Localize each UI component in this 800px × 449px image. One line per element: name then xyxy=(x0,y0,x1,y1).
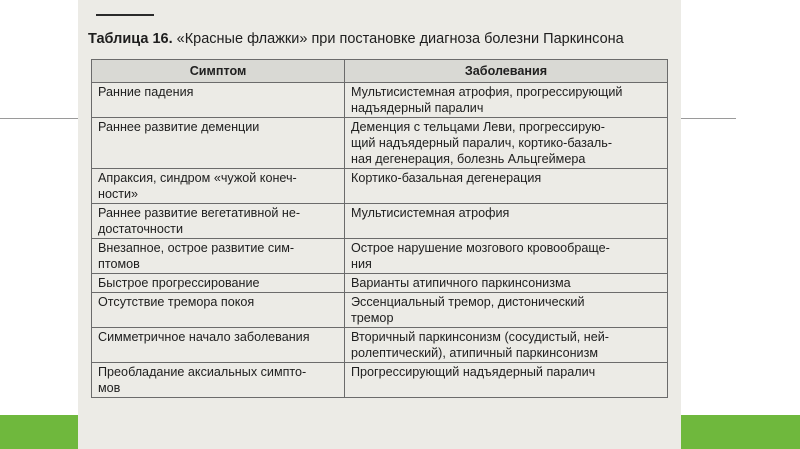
table-caption xyxy=(88,31,678,47)
table-row xyxy=(92,328,668,363)
symptom-cell xyxy=(92,328,345,363)
green-bar-right xyxy=(681,415,800,449)
disease-cell xyxy=(345,169,668,204)
symptom-cell xyxy=(92,239,345,274)
table-row xyxy=(92,83,668,118)
symptom-cell xyxy=(92,169,345,204)
green-bar-left xyxy=(0,415,78,449)
symptom-text: Отсутствие тремора покоя xyxy=(98,295,255,309)
symptom-cell xyxy=(92,204,345,239)
disease-cell xyxy=(345,83,668,118)
table-row xyxy=(92,293,668,328)
disease-cell xyxy=(345,274,668,293)
symptom-cell xyxy=(92,363,345,398)
disease-cell xyxy=(345,363,668,398)
disease-text: Мультисистемная атрофия xyxy=(351,206,510,220)
symptom-cell xyxy=(92,118,345,169)
table-row xyxy=(92,169,668,204)
disease-cell xyxy=(345,328,668,363)
disease-text: Прогрессирующий надъядерный паралич xyxy=(351,365,596,379)
symptom-text: Внезапное, острое развитие сим- птомов xyxy=(98,241,295,271)
table-number: Таблица 16. xyxy=(88,31,173,47)
disease-text: Варианты атипичного паркинсонизма xyxy=(351,276,571,290)
disease-text: Кортико-базальная дегенерация xyxy=(351,171,542,185)
disease-text: Острое нарушение мозгового кровообраще- ния xyxy=(351,241,610,271)
disease-text: Деменция с тельцами Леви, прогрессирую- щий надъядерный паралич, кортико-базаль- ная дегенерация, болезнь Альцгеймера xyxy=(351,120,613,166)
symptom-text: Раннее развитие вегетативной не- достаточности xyxy=(98,206,301,236)
disease-text: Вторичный паркинсонизм (сосудистый, ней- ролептический), атипичный паркинсонизм xyxy=(351,330,609,360)
symptom-text: Быстрое прогрессирование xyxy=(98,276,260,290)
scanned-page xyxy=(78,0,681,449)
decorative-rule xyxy=(96,14,154,16)
table-row xyxy=(92,118,668,169)
disease-cell xyxy=(345,204,668,239)
symptom-text: Симметричное начало заболевания xyxy=(98,330,310,344)
symptom-text: Апраксия, синдром «чужой конеч- ности» xyxy=(98,171,297,201)
symptom-text: Преобладание аксиальных симпто- мов xyxy=(98,365,307,395)
divider-right xyxy=(681,118,736,119)
table-title: «Красные флажки» при постановке диагноза болезни Паркинсона xyxy=(176,31,624,47)
disease-cell xyxy=(345,239,668,274)
disease-text: Мультисистемная атрофия, прогрессирующий надъядерный паралич xyxy=(351,85,623,115)
table-row xyxy=(92,239,668,274)
symptom-cell xyxy=(92,293,345,328)
table-row xyxy=(92,204,668,239)
disease-text: Эссенциальный тремор, дистонический тремор xyxy=(351,295,585,325)
table-header-row xyxy=(92,60,668,83)
symptom-cell xyxy=(92,83,345,118)
table-row xyxy=(92,274,668,293)
symptom-text: Раннее развитие деменции xyxy=(98,120,260,134)
table-row xyxy=(92,363,668,398)
symptom-cell xyxy=(92,274,345,293)
disease-cell xyxy=(345,118,668,169)
header-diseases: Заболевания xyxy=(345,60,668,83)
symptom-text: Ранние падения xyxy=(98,85,194,99)
red-flags-table xyxy=(91,59,668,398)
divider-left xyxy=(0,118,78,119)
disease-cell xyxy=(345,293,668,328)
header-symptom: Симптом xyxy=(92,60,345,83)
